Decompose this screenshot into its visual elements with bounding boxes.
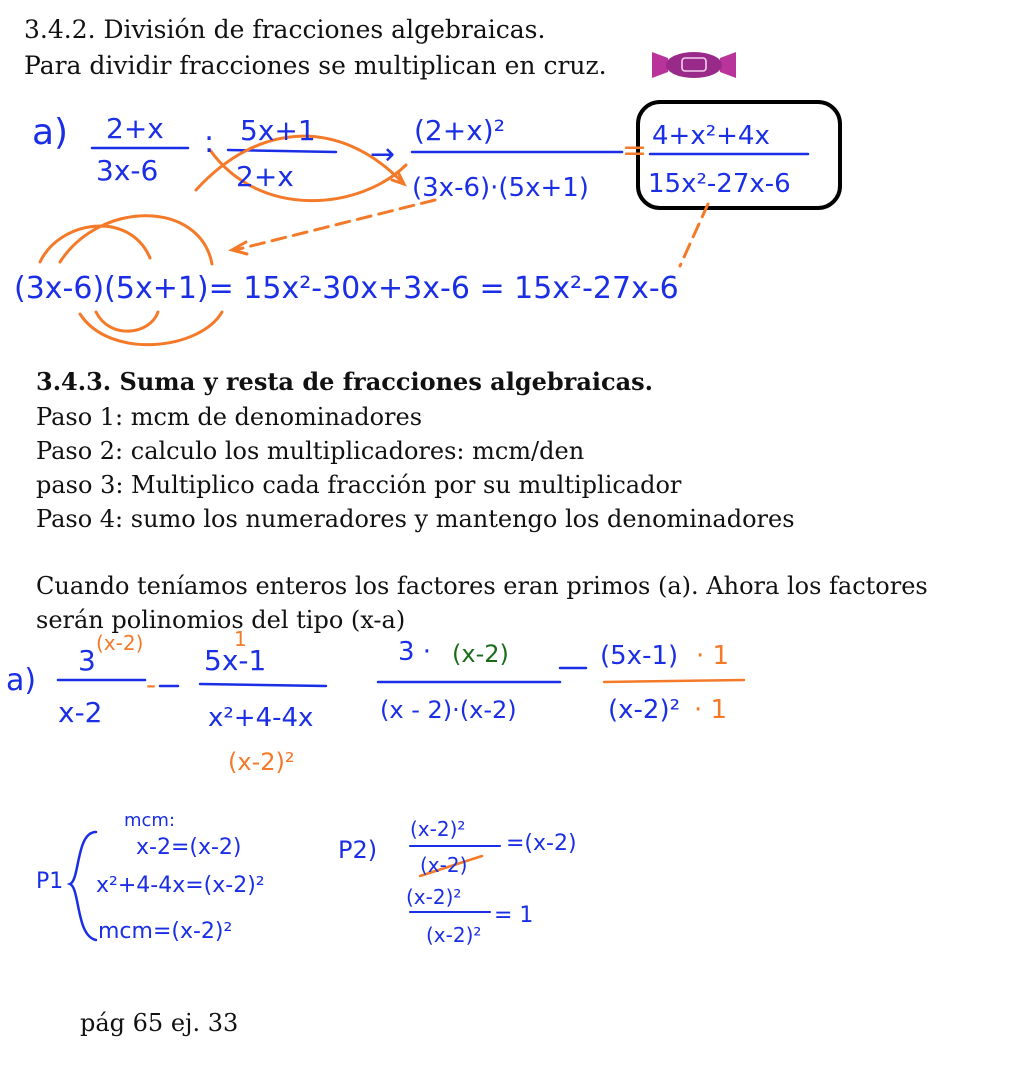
section-title-division: 3.4.2. División de fracciones algebraicas. xyxy=(24,15,546,44)
p1-line-3: mcm=(x-2)² xyxy=(98,919,233,944)
p2-label: P2) xyxy=(338,836,378,864)
p1-label: P1 xyxy=(36,869,64,894)
g2-denominator: x²+4-4x xyxy=(208,703,314,733)
boxed-numerator: 4+x²+4x xyxy=(652,121,770,151)
g1-multiplier: (x-2) xyxy=(96,631,144,655)
p1-line-1: x-2=(x-2) xyxy=(136,835,242,860)
result-denominator: (3x-6)·(5x+1) xyxy=(412,173,589,203)
p2-frac2-result: = 1 xyxy=(494,903,534,928)
ex-a-label: a) xyxy=(32,112,69,153)
h2-numerator-b: · 1 xyxy=(696,641,730,671)
step-4: Paso 4: sumo los numeradores y mantengo los denominadores xyxy=(36,505,795,533)
frac2-denominator: 2+x xyxy=(236,160,294,193)
equals-sign: = xyxy=(622,133,648,168)
step-1: Paso 1: mcm de denominadores xyxy=(36,403,423,431)
p2-frac1-den: (x-2) xyxy=(420,853,468,877)
page-reference: pág 65 ej. 33 xyxy=(80,1009,239,1037)
h2-denominator-a: (x-2)² xyxy=(608,695,681,725)
p2-frac1-result: =(x-2) xyxy=(506,831,577,856)
frac1-numerator: 2+x xyxy=(106,112,164,145)
division-sign: : xyxy=(204,125,215,160)
step-3: paso 3: Multiplico cada fracción por su multiplicador xyxy=(36,471,682,499)
p1-line-2: x²+4-4x=(x-2)² xyxy=(96,873,265,898)
frac1-denominator: 3x-6 xyxy=(96,154,159,187)
minus-sign: - xyxy=(146,668,157,701)
note-line-2: serán polinomios del tipo (x-a) xyxy=(36,606,406,634)
h1-numerator-a: 3 · xyxy=(398,637,432,667)
note-line-1: Cuando teníamos enteros los factores eran primos (a). Ahora los factores xyxy=(36,572,928,600)
p2-frac2-den: (x-2)² xyxy=(426,923,482,947)
section-heading-sum: 3.4.3. Suma y resta de fracciones algebraicas. xyxy=(36,367,654,396)
step-2: Paso 2: calculo los multiplicadores: mcm/den xyxy=(36,437,585,465)
frac2-numerator: 5x+1 xyxy=(240,114,316,147)
ex-b-label: a) xyxy=(6,663,37,698)
h2-numerator-a: (5x-1) xyxy=(600,641,679,671)
g1-numerator: 3 xyxy=(78,644,96,677)
g2-numerator: 5x-1 xyxy=(204,644,267,677)
g1-denominator: x-2 xyxy=(58,696,103,729)
result-numerator: (2+x)² xyxy=(414,114,505,147)
p2-frac1-num: (x-2)² xyxy=(410,817,466,841)
g2-multiplier: 1 xyxy=(234,627,247,651)
expansion-line: (3x-6)(5x+1)= 15x²-30x+3x-6 = 15x²-27x-6 xyxy=(14,271,679,306)
h1-denominator: (x - 2)·(x-2) xyxy=(380,696,517,724)
cross-arrow: → xyxy=(370,137,396,172)
p2-frac2-num: (x-2)² xyxy=(406,885,462,909)
p1-mcm-title: mcm: xyxy=(124,810,176,831)
boxed-denominator: 15x²-27x-6 xyxy=(648,169,791,199)
division-rule: Para dividir fracciones se multiplican en cruz. xyxy=(24,51,607,80)
h1-numerator-b: (x-2) xyxy=(452,640,509,668)
g2-factored: (x-2)² xyxy=(228,748,295,776)
h2-denominator-b: · 1 xyxy=(694,695,728,725)
